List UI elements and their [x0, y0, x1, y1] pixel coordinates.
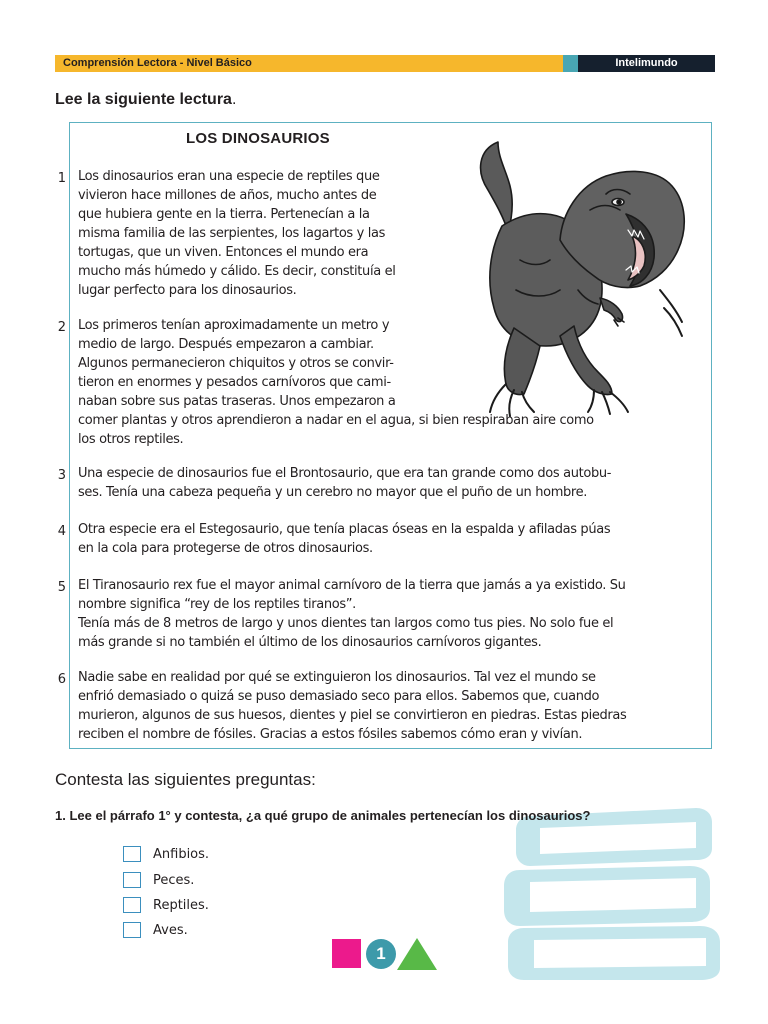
paragraph-line: Una especie de dinosaurios fue el Brontosaurio, que era tan grande como dos autobu-: [78, 466, 612, 481]
paragraph-line: más grande si no también el último de los dinosaurios carnívoros gigantes.: [78, 635, 542, 650]
green-triangle-icon: [397, 938, 437, 970]
instruction-text: Lee la siguiente lectura: [55, 91, 232, 108]
paragraph-line: Nadie sabe en realidad por qué se extinguieron los dinosaurios. Tal vez el mundo se: [78, 670, 596, 685]
paragraph-line: reciben el nombre de fósiles. Gracias a estos fósiles sabemos cómo eran y vivían.: [78, 727, 583, 742]
option-label: Peces.: [153, 872, 195, 888]
header-course-title: Comprensión Lectora - Nivel Básico: [63, 57, 252, 69]
paragraph-line: tortugas, que un viven. Entonces el mundo era: [78, 245, 369, 260]
checkbox[interactable]: [123, 897, 141, 913]
paragraph-line: nombre significa “rey de los reptiles tiranos”.: [78, 597, 356, 612]
page-number: 1: [366, 939, 396, 969]
option-label: Reptiles.: [153, 897, 209, 913]
paragraph-number: 5: [57, 580, 66, 595]
paragraph-line: naban sobre sus patas traseras. Unos empezaron a: [78, 394, 396, 409]
paragraph-number: 3: [57, 468, 66, 483]
option-anfibios[interactable]: [123, 844, 209, 864]
paragraph-2: [78, 316, 594, 449]
paragraph-line: misma familia de las serpientes, los lagartos y las: [78, 226, 386, 241]
paragraph-line: murieron, algunos de sus huesos, dientes y piel se convirtieron en piedras. Estas piedras: [78, 708, 627, 723]
paragraph-line: Los primeros tenían aproximadamente un metro y: [78, 318, 390, 333]
paragraph-3: [78, 464, 611, 502]
header-brand: Intelimundo: [615, 57, 678, 69]
paragraph-number: 4: [57, 524, 66, 539]
question-1: 1. Lee el párrafo 1° y contesta, ¿a qué grupo de animales pertenecían los dinosaurios?: [55, 808, 591, 823]
paragraph-line: Tenía más de 8 metros de largo y unos dientes tan largos como tus pies. No solo fue el: [78, 616, 614, 631]
paragraph-line: vivieron hace millones de años, mucho antes de: [78, 188, 377, 203]
questions-title-text: Contesta las siguientes preguntas: [55, 770, 312, 789]
paragraph-line: lugar perfecto para los dinosaurios.: [78, 283, 297, 298]
paragraph-number: 1: [57, 171, 66, 186]
header-bar-teal: [563, 55, 578, 72]
paragraph-line: enfrió demasiado o quizá se puso demasiado seco para ellos. Sabemos que, cuando: [78, 689, 600, 704]
paragraph-number: 6: [57, 672, 66, 687]
paragraph-line: ses. Tenía una cabeza pequeña y un cerebro no mayor que el puño de un hombre.: [78, 485, 588, 500]
paragraph-line: mucho más húmedo y cálido. Es decir, constituía el: [78, 264, 396, 279]
questions-title-colon: :: [311, 770, 316, 789]
questions-title: [55, 770, 316, 790]
paragraph-line: El Tiranosaurio rex fue el mayor animal carnívoro de la tierra que jamás a ya existido. Su: [78, 578, 626, 593]
option-label: Aves.: [153, 922, 188, 938]
paragraph-4: [78, 520, 610, 558]
paragraph-6: [78, 668, 626, 744]
option-reptiles[interactable]: [123, 895, 209, 915]
paragraph-line: Algunos permanecieron chiquitos y otros se convir-: [78, 356, 394, 371]
paragraph-number: 2: [57, 320, 66, 335]
books-icon: [500, 800, 725, 980]
pink-square-icon: [332, 939, 361, 968]
checkbox[interactable]: [123, 922, 141, 938]
paragraph-line: Los dinosaurios eran una especie de reptiles que: [78, 169, 380, 184]
reading-title: LOS DINOSAURIOS: [186, 130, 330, 147]
option-peces[interactable]: [123, 870, 194, 890]
checkbox[interactable]: [123, 872, 141, 888]
paragraph-line: Otra especie era el Estegosaurio, que tenía placas óseas en la espalda y afiladas púas: [78, 522, 611, 537]
instruction-period: .: [231, 91, 237, 108]
paragraph-line: que hubiera gente en la tierra. Pertenecían a la: [78, 207, 370, 222]
paragraph-line: tieron en enormes y pesados carnívoros que cami-: [78, 375, 391, 390]
paragraph-1: [78, 167, 396, 300]
option-aves[interactable]: [123, 920, 188, 940]
option-label: Anfibios.: [153, 846, 210, 862]
paragraph-line: los otros reptiles.: [78, 432, 184, 447]
paragraph-line: en la cola para protegerse de otros dinosaurios.: [78, 541, 373, 556]
paragraph-line: comer plantas y otros aprendieron a nadar en el agua, si bien respiraban aire como: [78, 413, 594, 428]
checkbox[interactable]: [123, 846, 141, 862]
paragraph-line: medio de largo. Después empezaron a cambiar.: [78, 337, 374, 352]
reading-instruction: [55, 90, 236, 110]
paragraph-5: [78, 576, 626, 652]
